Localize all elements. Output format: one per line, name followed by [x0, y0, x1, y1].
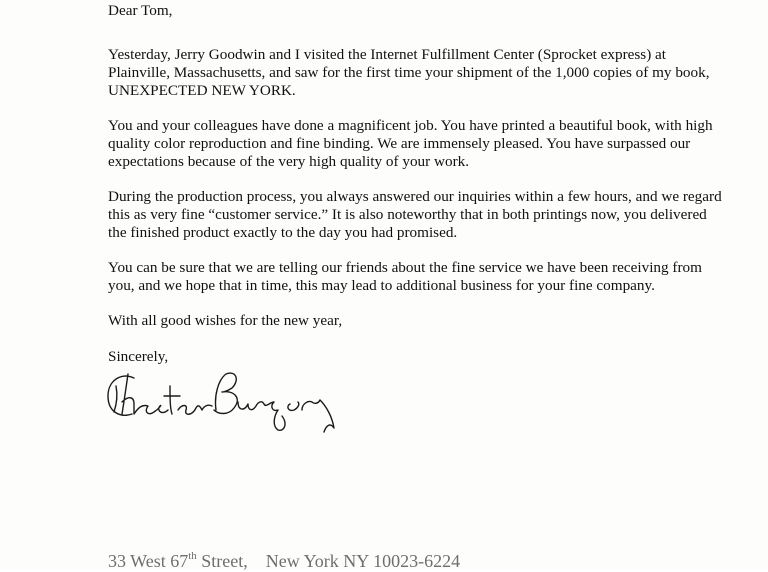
- closing-wish: With all good wishes for the new year,: [108, 312, 343, 329]
- letter-paragraph-2: [108, 117, 713, 171]
- paragraph-line: During the production process, you always answered our inquiries within a few hours, and we regard: [108, 188, 722, 205]
- letter-greeting: Dear Tom,: [108, 2, 173, 19]
- paragraph-line: UNEXPECTED NEW YORK.: [108, 82, 296, 99]
- handwritten-signature: [104, 366, 344, 436]
- paragraph-line: Yesterday, Jerry Goodwin and I visited the Internet Fulfillment Center (Sprocket express) at: [108, 46, 667, 63]
- paragraph-line: Plainville, Massachusetts, and saw for the first time your shipment of the 1,000 copies of my book,: [108, 64, 710, 81]
- address-street-number: 33 West 67: [108, 551, 189, 571]
- address-ordinal-suffix: th: [188, 550, 197, 562]
- paragraph-line: You can be sure that we are telling our friends about the fine service we have been receiving from: [108, 259, 702, 276]
- paragraph-line: You and your colleagues have done a magnificent job. You have printed a beautiful book, with high: [108, 117, 713, 134]
- paragraph-line: this as very fine “customer service.” It is also noteworthy that in both printings now, you delivered: [108, 206, 707, 223]
- letter-paragraph-1: [108, 46, 710, 100]
- sign-off: Sincerely,: [108, 348, 169, 365]
- address-city: New York NY 10023-6224: [265, 551, 461, 571]
- address-street-rest: Street,: [196, 551, 248, 571]
- letter-paragraph-3: [108, 188, 722, 242]
- paragraph-line: you, and we hope that in time, this may lead to additional business for your fine company.: [108, 277, 655, 294]
- paragraph-line: the finished product exactly to the day you had promised.: [108, 224, 458, 241]
- paragraph-line: expectations because of the very high quality of your work.: [108, 153, 470, 170]
- footer-address: [108, 546, 460, 572]
- paragraph-line: quality color reproduction and fine binding. We are immensely pleased. You have surpassed our: [108, 135, 691, 152]
- letter-paragraph-4: [108, 259, 702, 295]
